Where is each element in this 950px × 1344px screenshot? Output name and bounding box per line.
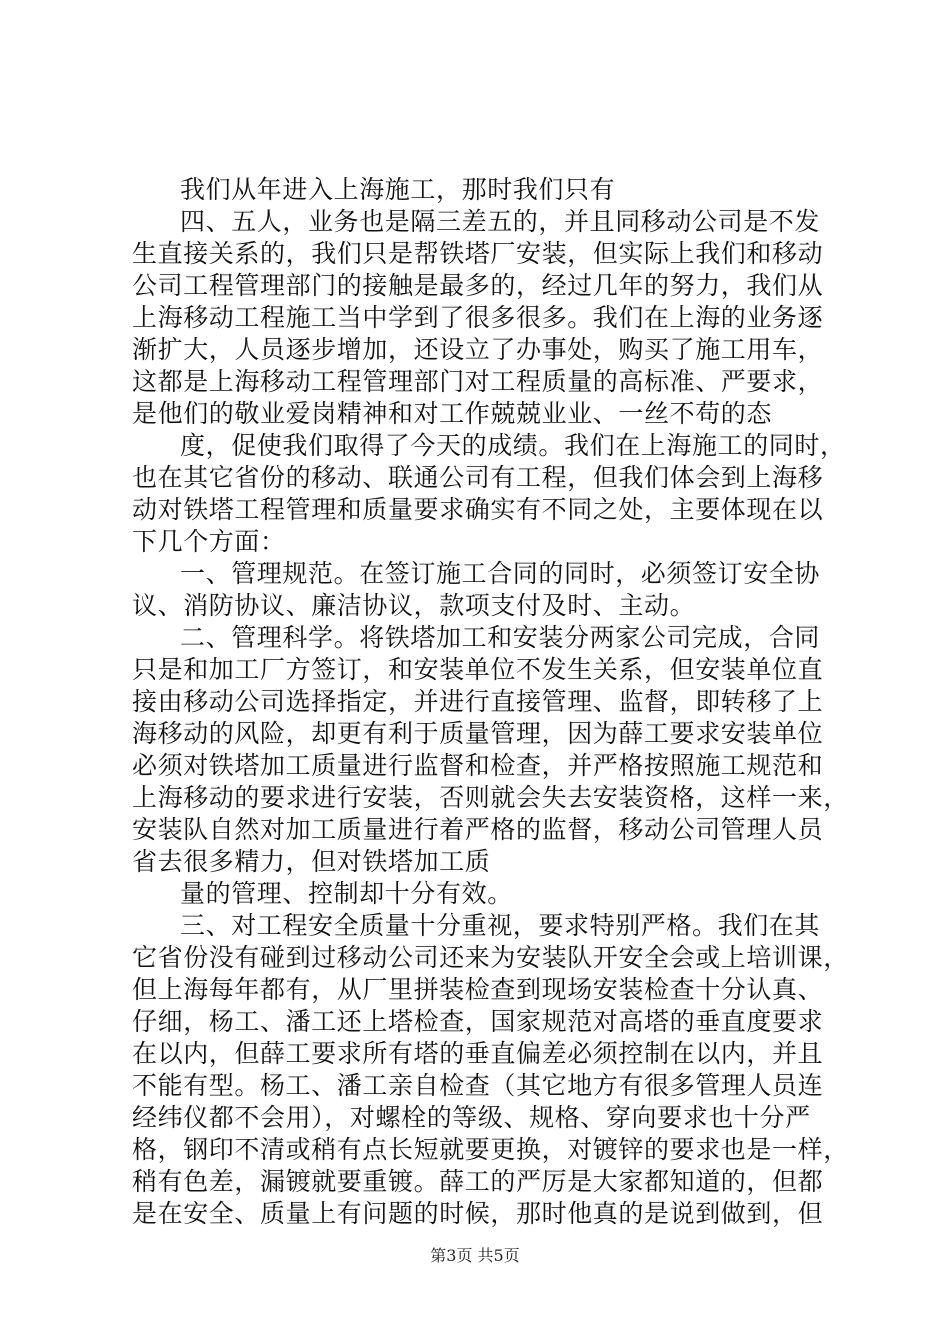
text-line: 量的管理、控制却十分有效。: [180, 879, 513, 908]
text-line: 省去很多精力，但对铁塔加工质: [132, 847, 491, 876]
text-line: 仔细，杨工、潘工还上塔检查，国家规范对高塔的垂直度要求: [132, 1007, 824, 1036]
text-line: 安装队自然对加工质量进行着严格的监督，移动公司管理人员: [132, 815, 824, 844]
text-line: 在以内，但薛工要求所有塔的垂直偏差必须控制在以内，并且: [132, 1039, 824, 1068]
text-line: 是在安全、质量上有问题的时候，那时他真的是说到做到，但: [132, 1199, 824, 1228]
text-line: 二、管理科学。将铁塔加工和安装分两家公司完成，合同: [180, 623, 821, 652]
text-line: 度，促使我们取得了今天的成绩。我们在上海施工的同时，: [180, 431, 846, 460]
text-line: 接由移动公司选择指定，并进行直接管理、监督，即转移了上: [132, 687, 824, 716]
text-line: 只是和加工厂方签订，和安装单位不发生关系，但安装单位直: [132, 655, 824, 684]
text-line: 议、消防协议、廉洁协议，款项支付及时、主动。: [132, 591, 696, 620]
text-line: 是他们的敬业爱岗精神和对工作兢兢业业、一丝不苟的态: [132, 399, 773, 428]
text-line: 上海移动的要求进行安装，否则就会失去安装资格，这样一来，: [132, 783, 849, 812]
text-line: 海移动的风险，却更有利于质量管理，因为薛工要求安装单位: [132, 719, 824, 748]
text-line: 公司工程管理部门的接触是最多的，经过几年的努力，我们从: [132, 271, 824, 300]
text-line: 不能有型。杨工、潘工亲自检查（其它地方有很多管理人员连: [132, 1071, 824, 1100]
text-line: 它省份没有碰到过移动公司还来为安装队开安全会或上培训课，: [132, 943, 849, 972]
page-number: 第3页 共5页: [430, 1246, 520, 1265]
text-line: 格，钢印不清或稍有点长短就要更换，对镀锌的要求也是一样，: [132, 1135, 849, 1164]
text-line: 动对铁塔工程管理和质量要求确实有不同之处，主要体现在以: [132, 495, 824, 524]
text-line: 我们从年进入上海施工，那时我们只有: [180, 175, 616, 204]
text-line: 这都是上海移动工程管理部门对工程质量的高标准、严要求，: [132, 367, 824, 396]
text-line: 下几个方面：: [132, 527, 286, 556]
text-line: 稍有色差，漏镀就要重镀。薛工的严厉是大家都知道的，但都: [132, 1167, 824, 1196]
text-line: 上海移动工程施工当中学到了很多很多。我们在上海的业务逐: [132, 303, 824, 332]
text-line: 必须对铁塔加工质量进行监督和检查，并严格按照施工规范和: [132, 751, 824, 780]
text-line: 三、对工程安全质量十分重视，要求特别严格。我们在其: [180, 911, 821, 940]
text-line: 生直接关系的，我们只是帮铁塔厂安装，但实际上我们和移动: [132, 239, 824, 268]
text-line: 四、五人，业务也是隔三差五的，并且同移动公司是不发: [180, 207, 821, 236]
text-line: 经纬仪都不会用），对螺栓的等级、规格、穿向要求也十分严: [132, 1103, 811, 1132]
text-line: 一、管理规范。在签订施工合同的同时，必须签订安全协: [180, 559, 821, 588]
text-line: 渐扩大，人员逐步增加，还设立了办事处，购买了施工用车，: [132, 335, 824, 364]
text-line: 但上海每年都有，从厂里拼装检查到现场安装检查十分认真、: [132, 975, 824, 1004]
text-line: 也在其它省份的移动、联通公司有工程，但我们体会到上海移: [132, 463, 824, 492]
